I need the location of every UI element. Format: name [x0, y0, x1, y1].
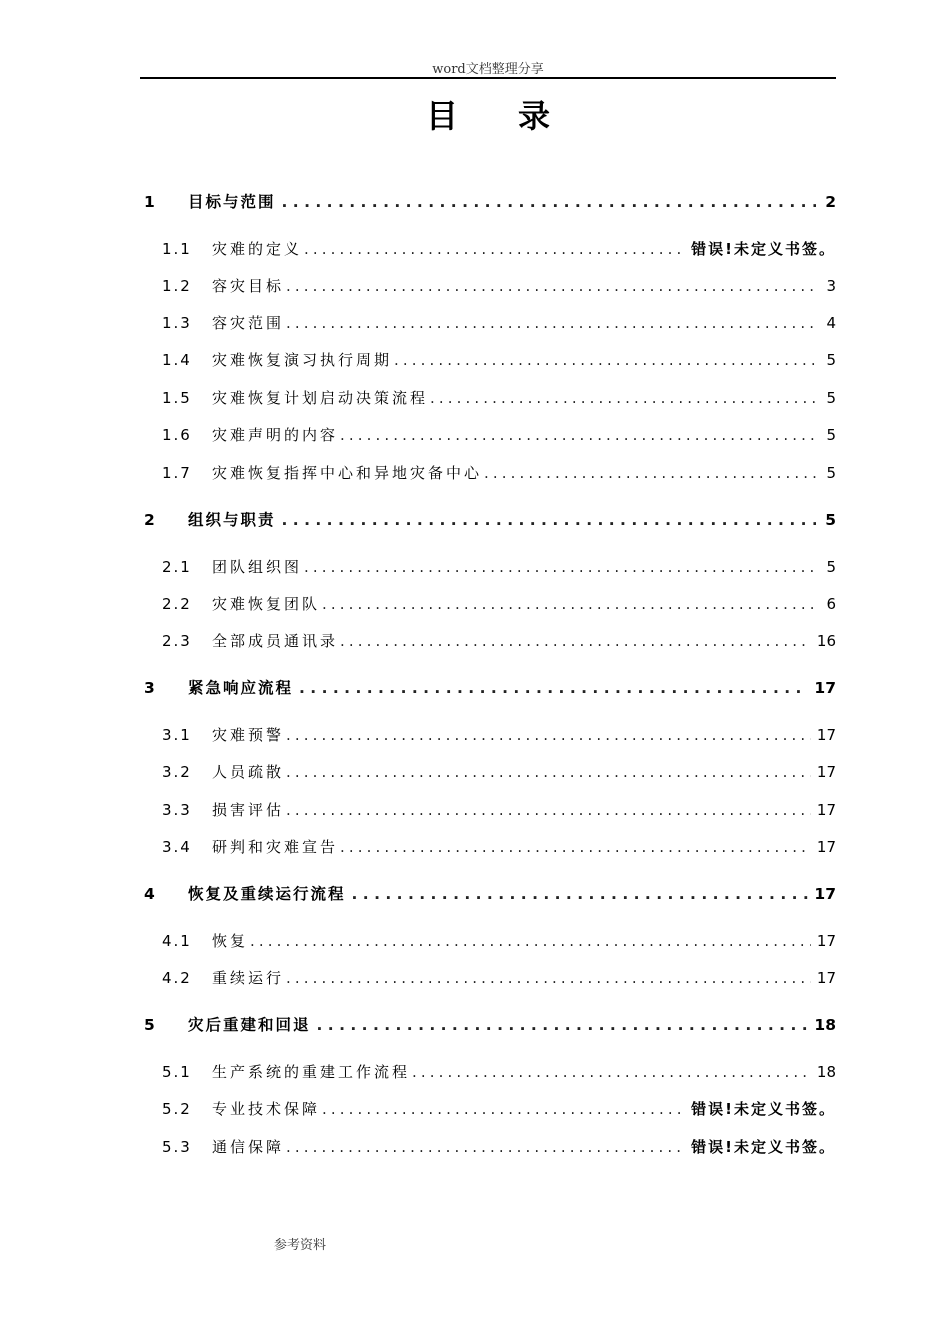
- toc-entry-number: 3.1: [162, 726, 192, 744]
- toc-entry-label: 专业技术保障: [212, 1100, 321, 1118]
- toc-entry-page: 5: [826, 389, 836, 407]
- toc-dot-leader: [286, 723, 811, 747]
- toc-dot-leader: [286, 760, 811, 784]
- toc-entry-number: 5.1: [162, 1063, 192, 1081]
- toc-dot-leader: [412, 1060, 811, 1084]
- toc-entry-number: 1.6: [162, 426, 192, 444]
- toc-entry-page: 17: [816, 932, 836, 950]
- toc-entry[interactable]: [140, 592, 836, 616]
- toc-entry-number: 4.1: [162, 932, 192, 950]
- toc-entry[interactable]: [140, 1060, 836, 1084]
- toc-dot-leader: [250, 929, 811, 953]
- toc-entry[interactable]: [140, 190, 836, 214]
- toc-entry-label: 灾难恢复团队: [212, 595, 321, 613]
- toc-dot-leader: [430, 386, 816, 410]
- toc-entry-page: 5: [825, 511, 836, 529]
- toc-dot-leader: [282, 190, 816, 214]
- toc-dot-leader: [286, 274, 816, 298]
- toc-entry-label: 重续运行: [212, 969, 285, 987]
- toc-entry-number: 1.2: [162, 277, 192, 295]
- toc-entry[interactable]: [140, 723, 836, 747]
- toc-entry[interactable]: [140, 311, 836, 335]
- toc-entry-page: 18: [814, 1016, 836, 1034]
- toc-entry-page: 3: [826, 277, 836, 295]
- toc-entry-page: 错误!未定义书签。: [691, 1138, 836, 1156]
- toc-entry[interactable]: [140, 760, 836, 784]
- toc-entry-label: 损害评估: [212, 801, 285, 819]
- toc-dot-leader: [286, 798, 811, 822]
- toc-dot-leader: [304, 555, 816, 579]
- toc-entry-page: 2: [825, 193, 836, 211]
- toc-entry-label: 组织与职责: [188, 511, 276, 529]
- toc-entry-number: 5.3: [162, 1138, 192, 1156]
- toc-dot-leader: [317, 1013, 809, 1037]
- toc-entry-label: 人员疏散: [212, 763, 285, 781]
- toc-entry-number: 1: [144, 193, 155, 211]
- toc-entry-number: 1.1: [162, 240, 192, 258]
- toc-entry-label: 灾难恢复指挥中心和异地灾备中心: [212, 464, 483, 482]
- toc-entry-page: 17: [814, 885, 836, 903]
- toc-entry[interactable]: [140, 423, 836, 447]
- toc-entry-number: 1.5: [162, 389, 192, 407]
- toc-entry-label: 容灾范围: [212, 314, 285, 332]
- toc-dot-leader: [322, 592, 816, 616]
- toc-entry-page: 6: [826, 595, 836, 613]
- toc-entry-label: 灾难恢复演习执行周期: [212, 351, 393, 369]
- toc-entry[interactable]: [140, 386, 836, 410]
- toc-entry-page: 5: [826, 351, 836, 369]
- toc-dot-leader: [286, 1135, 685, 1159]
- toc-entry-page: 17: [816, 763, 836, 781]
- toc-entry[interactable]: [140, 929, 836, 953]
- toc-dot-leader: [484, 461, 816, 485]
- toc-entry-label: 灾后重建和回退: [188, 1016, 311, 1034]
- toc-entry-page: 错误!未定义书签。: [691, 240, 836, 258]
- toc-dot-leader: [340, 423, 816, 447]
- toc-dot-leader: [394, 348, 816, 372]
- toc-entry-number: 4.2: [162, 969, 192, 987]
- toc-entry-label: 灾难的定义: [212, 240, 303, 258]
- toc-entry-label: 目标与范围: [188, 193, 276, 211]
- toc-entry[interactable]: [140, 461, 836, 485]
- toc-entry-label: 灾难声明的内容: [212, 426, 339, 444]
- toc-dot-leader: [299, 676, 808, 700]
- toc-entry[interactable]: [140, 676, 836, 700]
- toc-entry-number: 4: [144, 885, 155, 903]
- toc-entry-label: 紧急响应流程: [188, 679, 294, 697]
- toc-dot-leader: [340, 629, 811, 653]
- toc-entry-number: 1.7: [162, 464, 192, 482]
- toc-dot-leader: [322, 1097, 685, 1121]
- toc-entry[interactable]: [140, 882, 836, 906]
- toc-entry[interactable]: [140, 835, 836, 859]
- toc-entry-label: 恢复: [212, 932, 249, 950]
- page-header: word文档整理分享: [432, 62, 544, 77]
- toc-entry-number: 3.4: [162, 838, 192, 856]
- toc-dot-leader: [352, 882, 809, 906]
- toc-entry[interactable]: [140, 1013, 836, 1037]
- toc-entry-page: 17: [816, 726, 836, 744]
- toc-entry[interactable]: [140, 508, 836, 532]
- page-footer: 参考资料: [274, 1238, 327, 1253]
- toc-dot-leader: [282, 508, 816, 532]
- toc-entry[interactable]: [140, 274, 836, 298]
- toc-entry-label: 容灾目标: [212, 277, 285, 295]
- toc-entry-label: 灾难恢复计划启动决策流程: [212, 389, 429, 407]
- toc-dot-leader: [304, 237, 685, 261]
- toc-entry-page: 5: [826, 464, 836, 482]
- toc-entry-label: 灾难预警: [212, 726, 285, 744]
- toc-entry-number: 2.3: [162, 632, 192, 650]
- toc-entry-page: 17: [816, 801, 836, 819]
- toc-entry[interactable]: [140, 1135, 836, 1159]
- toc-entry[interactable]: [140, 966, 836, 990]
- toc-entry-number: 5.2: [162, 1100, 192, 1118]
- toc-entry-page: 5: [826, 426, 836, 444]
- toc-entry[interactable]: [140, 555, 836, 579]
- toc-entry-page: 错误!未定义书签。: [691, 1100, 836, 1118]
- toc-entry-number: 3.3: [162, 801, 192, 819]
- toc-entry-number: 3: [144, 679, 155, 697]
- toc-entry-page: 4: [826, 314, 836, 332]
- toc-entry-page: 17: [814, 679, 836, 697]
- toc-entry-label: 通信保障: [212, 1138, 285, 1156]
- toc-entry-label: 生产系统的重建工作流程: [212, 1063, 411, 1081]
- toc-dot-leader: [340, 835, 811, 859]
- toc-entry[interactable]: [140, 629, 836, 653]
- toc-entry-number: 2.1: [162, 558, 192, 576]
- toc-dot-leader: [286, 311, 816, 335]
- toc-entry[interactable]: [140, 348, 836, 372]
- toc-entry-label: 团队组织图: [212, 558, 303, 576]
- toc-entry-label: 研判和灾难宣告: [212, 838, 339, 856]
- toc-entry-number: 2: [144, 511, 155, 529]
- toc-entry-number: 1.4: [162, 351, 192, 369]
- toc-entry-page: 17: [816, 838, 836, 856]
- toc-entry-page: 17: [816, 969, 836, 987]
- toc-entry-page: 16: [816, 632, 836, 650]
- toc-entry-label: 全部成员通讯录: [212, 632, 339, 650]
- toc-entry-number: 1.3: [162, 314, 192, 332]
- toc-entry-label: 恢复及重续运行流程: [188, 885, 346, 903]
- document-title: 目录: [425, 97, 610, 135]
- toc-entry[interactable]: [140, 798, 836, 822]
- toc-entry-number: 3.2: [162, 763, 192, 781]
- toc-entry[interactable]: [140, 237, 836, 261]
- toc-dot-leader: [286, 966, 811, 990]
- toc-entry-number: 5: [144, 1016, 155, 1034]
- toc-entry[interactable]: [140, 1097, 836, 1121]
- toc-entry-page: 5: [826, 558, 836, 576]
- toc-entry-number: 2.2: [162, 595, 192, 613]
- toc-entry-page: 18: [816, 1063, 836, 1081]
